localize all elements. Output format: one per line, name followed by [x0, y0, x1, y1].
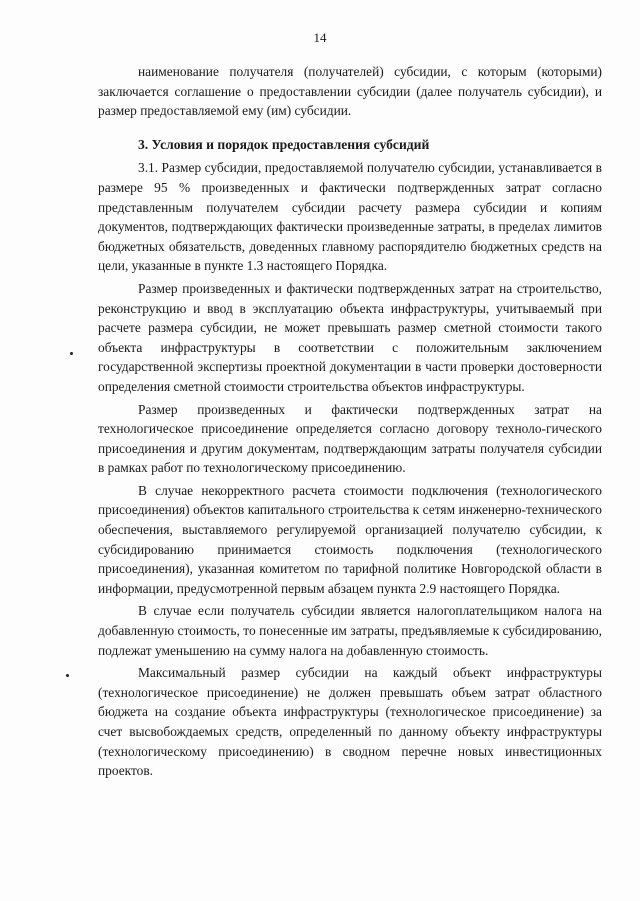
page-number: 14 — [313, 30, 327, 45]
scan-speck — [70, 352, 73, 355]
paragraph-3-1: 3.1. Размер субсидии, предоставляемой получателю субсидии, устанавливается в размере 95 % произведенных и фактически подтвержденных затрат согласно представленным получателем субсидии расчету размера субсидии и копиям документов, подтверждающих фактически произведенные затраты, в пределах лимитов бюджетных обязательств, доведенных главному распорядителю бюджетных средств на цели, указанные в пункте 1.3 настоящего Порядка. — [98, 160, 602, 274]
paragraph-max-subsidy: Максимальный размер субсидии на каждый объект инфраструктуры (технологическое присоединение) не должен превышать объем затрат областного бюджета на создание объекта инфраструктуры (технологическое присоединение) за счет высвобождаемых средств, определенный по данному объекту инфраструктуры (технологическому присоединению) в сводном перечне новых инвестиционных проектов. — [98, 665, 602, 779]
paragraph-construction-costs: Размер произведенных и фактически подтвержденных затрат на строительство, реконструкцию и ввод в эксплуатацию объекта инфраструктуры, учитываемый при расчете размера субсидии, не может превышать размер сметной стоимости такого объекта инфраструктуры в соответствии с положительным заключением государственной экспертизы проектной документации в части проверки достоверности определения сметной стоимости строительства объектов инфраструктуры. — [98, 280, 602, 394]
scan-speck — [66, 674, 69, 677]
intro-paragraph: наименование получателя (получателей) субсидии, с которым (которыми) заключается соглашение о предоставлении субсидии (далее получатель субсидии), и размер предоставляемой ему (им) субсидии. — [98, 64, 602, 119]
paragraph-vat: В случае если получатель субсидии является налогоплательщиком налога на добавленную стоимость, то понесенные им затраты, предъявляемые к субсидированию, подлежат уменьшению на сумму налога на добавленную стоимость. — [98, 603, 602, 658]
paragraph-incorrect-calculation: В случае некорректного расчета стоимости подключения (технологического присоединения) объектов капитального строительства к сетям инженерно-технического обеспечения, выставляемого регулируемой организацией получателю субсидии, к субсидированию принимается стоимость подключения (технологического присоединения), указанная комитетом по тарифной политике Новгородской области в информации, предусмотренной первым абзацем пункта 2.9 настоящего Порядка. — [98, 482, 602, 596]
document-body — [98, 62, 602, 784]
paragraph-connection-costs: Размер произведенных и фактически подтвержденных затрат на технологическое присоединение определяется согласно договору техноло-гического присоединения и другим документам, подтверждающим затраты получателя субсидии в рамках работ по технологическому присоединению. — [98, 401, 602, 476]
section-heading: 3. Условия и порядок предоставления субсидий — [138, 136, 430, 152]
